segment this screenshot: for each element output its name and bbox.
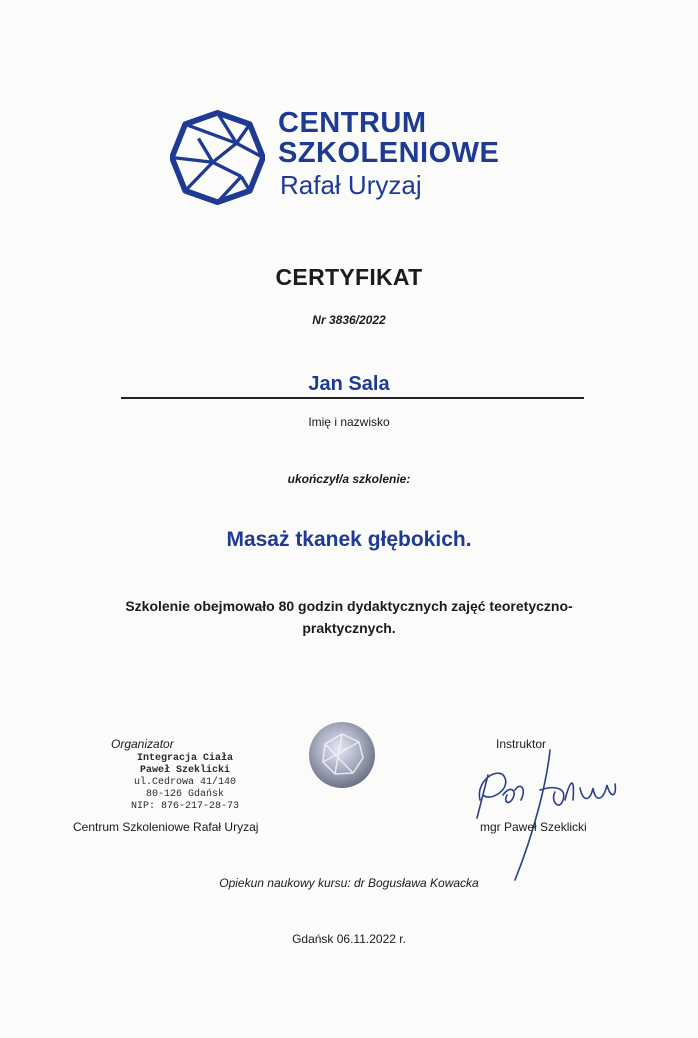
- certificate-number: Nr 3836/2022: [312, 313, 386, 327]
- organizer-label: Organizator: [111, 737, 174, 751]
- organizer-stamp: [130, 753, 240, 813]
- recipient-caption: Imię i nazwisko: [308, 415, 390, 429]
- organizer-name: Centrum Szkoleniowe Rafał Uryzaj: [73, 820, 259, 834]
- scientific-supervisor: Opiekun naukowy kursu: dr Bogusława Kowacka: [219, 876, 479, 890]
- stamp-line: ul.Cedrowa 41/140: [133, 777, 237, 788]
- hologram-seal-icon: [307, 720, 377, 790]
- brand-name-line2: SZKOLENIOWE: [278, 137, 500, 169]
- instructor-label: Instruktor: [496, 737, 547, 751]
- polygon-network-logo-icon: [170, 110, 265, 205]
- certificate-title: CERTYFIKAT: [275, 264, 423, 290]
- instructor-name: mgr Paweł Szeklicki: [480, 820, 587, 834]
- recipient-name: Jan Sala: [308, 373, 390, 395]
- brand-owner-name: Rafał Uryzaj: [280, 170, 422, 200]
- place-and-date: Gdańsk 06.11.2022 r.: [292, 932, 406, 946]
- stamp-line: 80-126 Gdańsk: [145, 789, 224, 800]
- stamp-line: Paweł Szeklicki: [139, 765, 230, 776]
- handwritten-signature: [455, 740, 635, 890]
- stamp-line: NIP: 876-217-28-73: [130, 801, 240, 812]
- brand-name-line1: CENTRUM: [278, 107, 427, 139]
- completed-label: ukończył/a szkolenie:: [287, 472, 411, 486]
- name-underline: [121, 397, 584, 399]
- stamp-line: Integracja Ciała: [136, 753, 233, 764]
- course-description: Szkolenie obejmowało 80 godzin dydaktycznych zajęć teoretyczno-praktycznych.: [125, 598, 573, 636]
- course-name: Masaż tkanek głębokich.: [226, 528, 472, 551]
